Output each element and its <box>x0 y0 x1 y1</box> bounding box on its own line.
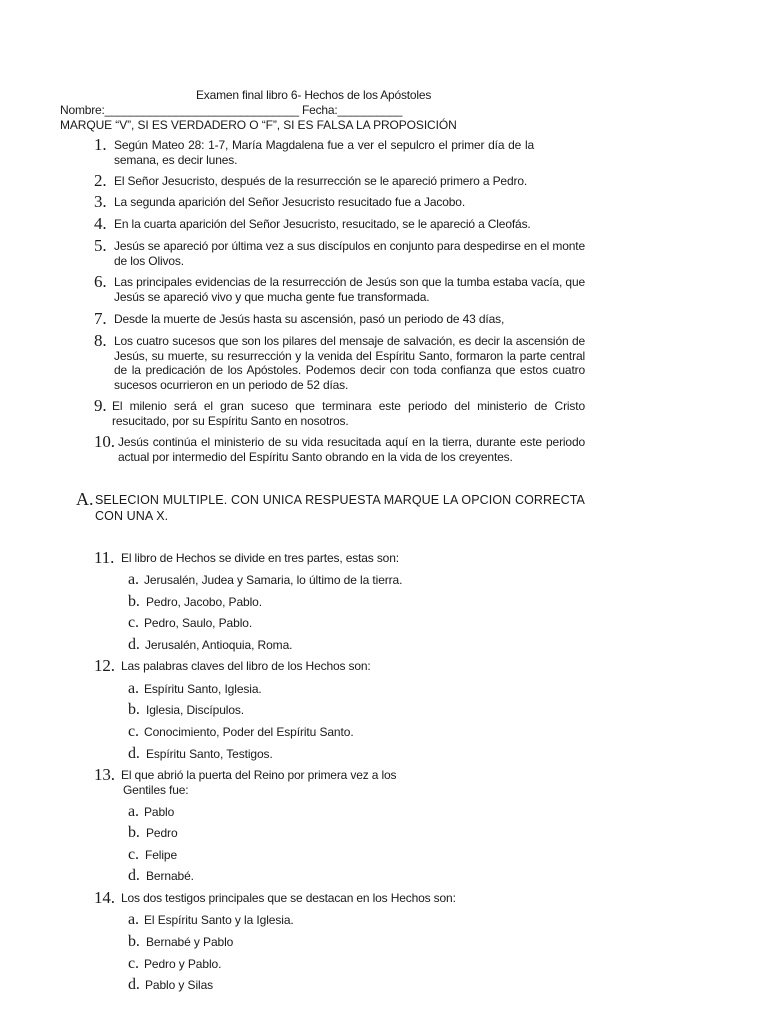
question-number: 3. <box>94 192 107 211</box>
option-text: Pedro y Pablo. <box>144 957 222 971</box>
question-number: 4. <box>94 214 107 233</box>
question-number: 1. <box>94 135 107 154</box>
question-number: 5. <box>94 236 107 255</box>
option-text: Jerusalén, Judea y Samaria, lo último de la tierra. <box>144 573 403 587</box>
option-letter: a. <box>128 571 139 588</box>
option-text: El Espíritu Santo y la Iglesia. <box>144 913 294 927</box>
question-text: El libro de Hechos se divide en tres partes, estas son: <box>121 551 399 565</box>
question-number: 9. <box>94 396 107 415</box>
question-number: 6. <box>94 272 107 291</box>
option-text: Espíritu Santo, Iglesia. <box>144 682 262 696</box>
option-letter: c. <box>128 846 139 863</box>
option-text: Iglesia, Discípulos. <box>146 703 245 717</box>
question-text: Jesús continúa el ministerio de su vida resucitada aquí en la tierra, durante este periodo actual por intermedio del Espíritu Santo obrando en la vida de los creyentes. <box>118 435 585 464</box>
option-letter: b. <box>128 701 140 718</box>
option-letter: d. <box>128 636 140 653</box>
option-letter: a. <box>128 680 139 697</box>
option-text: Pedro, Saulo, Pablo. <box>144 616 253 630</box>
question-number: 11. <box>94 548 115 567</box>
question-text: Desde la muerte de Jesús hasta su ascensión, pasó un periodo de 43 días, <box>114 312 505 326</box>
option-letter: c. <box>128 955 139 972</box>
option-text: Bernabé y Pablo <box>146 935 234 949</box>
section-instruction: SELECION MULTIPLE. CON UNICA RESPUESTA MARQUE LA OPCION CORRECTA CON UNA X. <box>95 493 585 523</box>
option-text: Pablo y Silas <box>145 978 214 992</box>
option-letter: b. <box>128 593 140 610</box>
option-text: Pedro <box>146 826 178 840</box>
question-text: La segunda aparición del Señor Jesucristo resucitado fue a Jacobo. <box>114 195 465 209</box>
option-text: Jerusalén, Antioquia, Roma. <box>145 638 293 652</box>
true-false-instruction: MARQUE “V”, SI ES VERDADERO O “F”, SI ES FALSA LA PROPOSICIÓN <box>60 118 457 132</box>
question-text-continued: Gentiles fue: <box>123 783 189 797</box>
question-text: Según Mateo 28: 1-7, María Magdalena fue a ver el sepulcro el primer día de la semana, es decir lunes. <box>114 138 534 167</box>
option-letter: a. <box>128 911 139 928</box>
option-letter: c. <box>128 723 139 740</box>
question-text: Los cuatro sucesos que son los pilares del mensaje de salvación, es decir la ascensión de Jesús, su muerte, su resurrección y la venida del Espíritu Santo, formaron la parte central de la predicación de los Apóstoles. Podemos decir con toda confianza que estos cuatro sucesos ocurrieron en un periodo de 52 días. <box>114 334 585 392</box>
option-letter: d. <box>128 745 140 762</box>
question-text: Las principales evidencias de la resurrección de Jesús son que la tumba estaba vacía, que Jesús se apareció vivo y que mucha gente fue transformada. <box>114 275 585 304</box>
option-text: Pablo <box>144 805 175 819</box>
question-number: 10. <box>94 432 115 451</box>
option-letter: b. <box>128 824 140 841</box>
question-text: En la cuarta aparición del Señor Jesucristo, resucitado, se le apareció a Cleofás. <box>114 217 531 231</box>
question-number: 12. <box>94 656 115 675</box>
question-number: 8. <box>94 331 107 350</box>
exam-title: Examen final libro 6- Hechos de los Apóstoles <box>196 88 432 102</box>
option-letter: c. <box>128 614 139 631</box>
option-text: Espíritu Santo, Testigos. <box>146 747 273 761</box>
section-letter: A. <box>76 489 94 509</box>
option-letter: a. <box>128 803 139 820</box>
name-date-line: Nombre:______________________________ Fecha:__________ <box>60 103 403 117</box>
question-text: El milenio será el gran suceso que terminara este periodo del ministerio de Cristo resucitado, por su Espíritu Santo en nosotros. <box>112 399 585 428</box>
question-text: Las palabras claves del libro de los Hechos son: <box>121 659 371 673</box>
question-text: El que abrió la puerta del Reino por primera vez a los <box>121 768 397 782</box>
option-letter: d. <box>128 976 140 993</box>
question-text: Los dos testigos principales que se destacan en los Hechos son: <box>121 891 456 905</box>
question-number: 2. <box>94 171 107 190</box>
question-number: 7. <box>94 309 107 328</box>
option-text: Bernabé. <box>146 869 194 883</box>
option-letter: b. <box>128 933 140 950</box>
option-letter: d. <box>128 867 140 884</box>
option-text: Conocimiento, Poder del Espíritu Santo. <box>144 725 354 739</box>
question-number: 14. <box>94 888 115 907</box>
question-text: El Señor Jesucristo, después de la resurrección se le apareció primero a Pedro. <box>114 174 528 188</box>
option-text: Pedro, Jacobo, Pablo. <box>146 595 262 609</box>
question-number: 13. <box>94 765 115 784</box>
option-text: Felipe <box>145 848 178 862</box>
question-text: Jesús se apareció por última vez a sus discípulos en conjunto para despedirse en el monte de los Olivos. <box>114 239 585 268</box>
